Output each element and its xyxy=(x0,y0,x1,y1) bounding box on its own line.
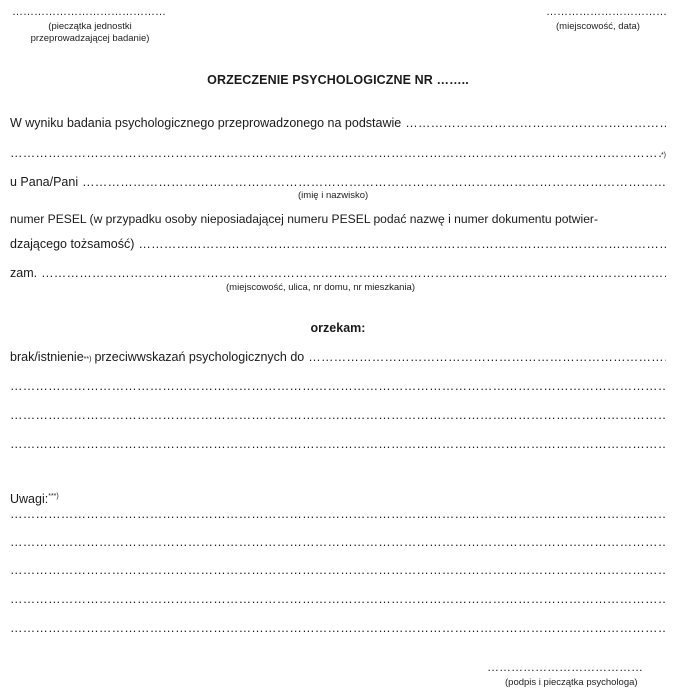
document-title: ORZECZENIE PSYCHOLOGICZNE NR …….. xyxy=(207,73,469,87)
basis-row-2: …………………………………………………………………………………………………………………………………………………………………………………………………………………………………………………………………… *) xyxy=(10,146,666,160)
verdict-row: brak/istnienie **) przeciwwskazań psychologicznych do …………………………………………………………………………………………………………………………………………………………………………………………………………………………………………………………………… xyxy=(10,350,666,364)
verdict-fill-3[interactable] xyxy=(10,408,666,422)
address-fill[interactable] xyxy=(41,266,666,280)
remarks-line-2 xyxy=(10,535,666,549)
verdict-label-b: przeciwwskazań psychologicznych do xyxy=(94,350,305,364)
place-date-label: (miejscowość, data) xyxy=(556,21,640,32)
verdict-line-2 xyxy=(10,379,666,393)
person-hint: (imię i nazwisko) xyxy=(298,190,369,201)
verdict-fill[interactable] xyxy=(308,350,666,364)
pesel-label-1: numer PESEL (w przypadku osoby nieposiadającej numeru PESEL podać nazwę i numer dokumentu potwier- xyxy=(10,212,598,226)
person-row xyxy=(10,175,666,189)
remarks-fill-5[interactable] xyxy=(10,621,666,635)
basis-fill[interactable] xyxy=(405,116,666,130)
verdict-line-3 xyxy=(10,408,666,422)
remarks-label-wrap xyxy=(10,492,59,506)
stamp-label-line-1: (pieczątka jednostki xyxy=(48,21,132,32)
remarks-note: ***) xyxy=(48,492,59,500)
person-fill[interactable] xyxy=(82,175,666,189)
basis-row xyxy=(10,116,666,130)
stamp-dots: …………………………………… xyxy=(12,6,166,18)
stamp-label-line-2: przeprowadzającej badanie) xyxy=(30,33,150,44)
pesel-label-2: dzającego tożsamość) xyxy=(10,237,135,251)
remarks-line-3 xyxy=(10,563,666,577)
remarks-fill-1[interactable] xyxy=(10,507,666,521)
address-row xyxy=(10,266,666,280)
address-label: zam. xyxy=(10,266,38,280)
remarks-line-4 xyxy=(10,592,666,606)
place-date-dots: …………………………… xyxy=(546,6,667,18)
verdict-fill-2[interactable] xyxy=(10,379,666,393)
remarks-label: Uwagi: xyxy=(10,492,49,506)
remarks-fill-2[interactable] xyxy=(10,535,666,549)
pesel-fill[interactable] xyxy=(138,237,666,251)
remarks-line-5 xyxy=(10,621,666,635)
address-hint: (miejscowość, ulica, nr domu, nr mieszkania) xyxy=(226,282,416,293)
remarks-fill-3[interactable] xyxy=(10,563,666,577)
stamp-label xyxy=(10,21,170,45)
verdict-heading: orzekam: xyxy=(310,321,366,335)
remarks-fill-4[interactable] xyxy=(10,592,666,606)
remarks-line-1 xyxy=(10,507,666,521)
basis-fill-2[interactable] xyxy=(10,146,661,160)
signature-label: (podpis i pieczątka psychologa) xyxy=(505,677,638,688)
pesel-row xyxy=(10,237,666,251)
verdict-fill-4[interactable] xyxy=(10,437,666,451)
person-label: u Pana/Pani xyxy=(10,175,79,189)
basis-label: W wyniku badania psychologicznego przeprowadzonego na podstawie xyxy=(10,116,402,130)
verdict-label-a: brak/istnienie xyxy=(10,350,84,364)
verdict-line-4 xyxy=(10,437,666,451)
signature-dots[interactable]: ………………………………… xyxy=(487,660,643,674)
